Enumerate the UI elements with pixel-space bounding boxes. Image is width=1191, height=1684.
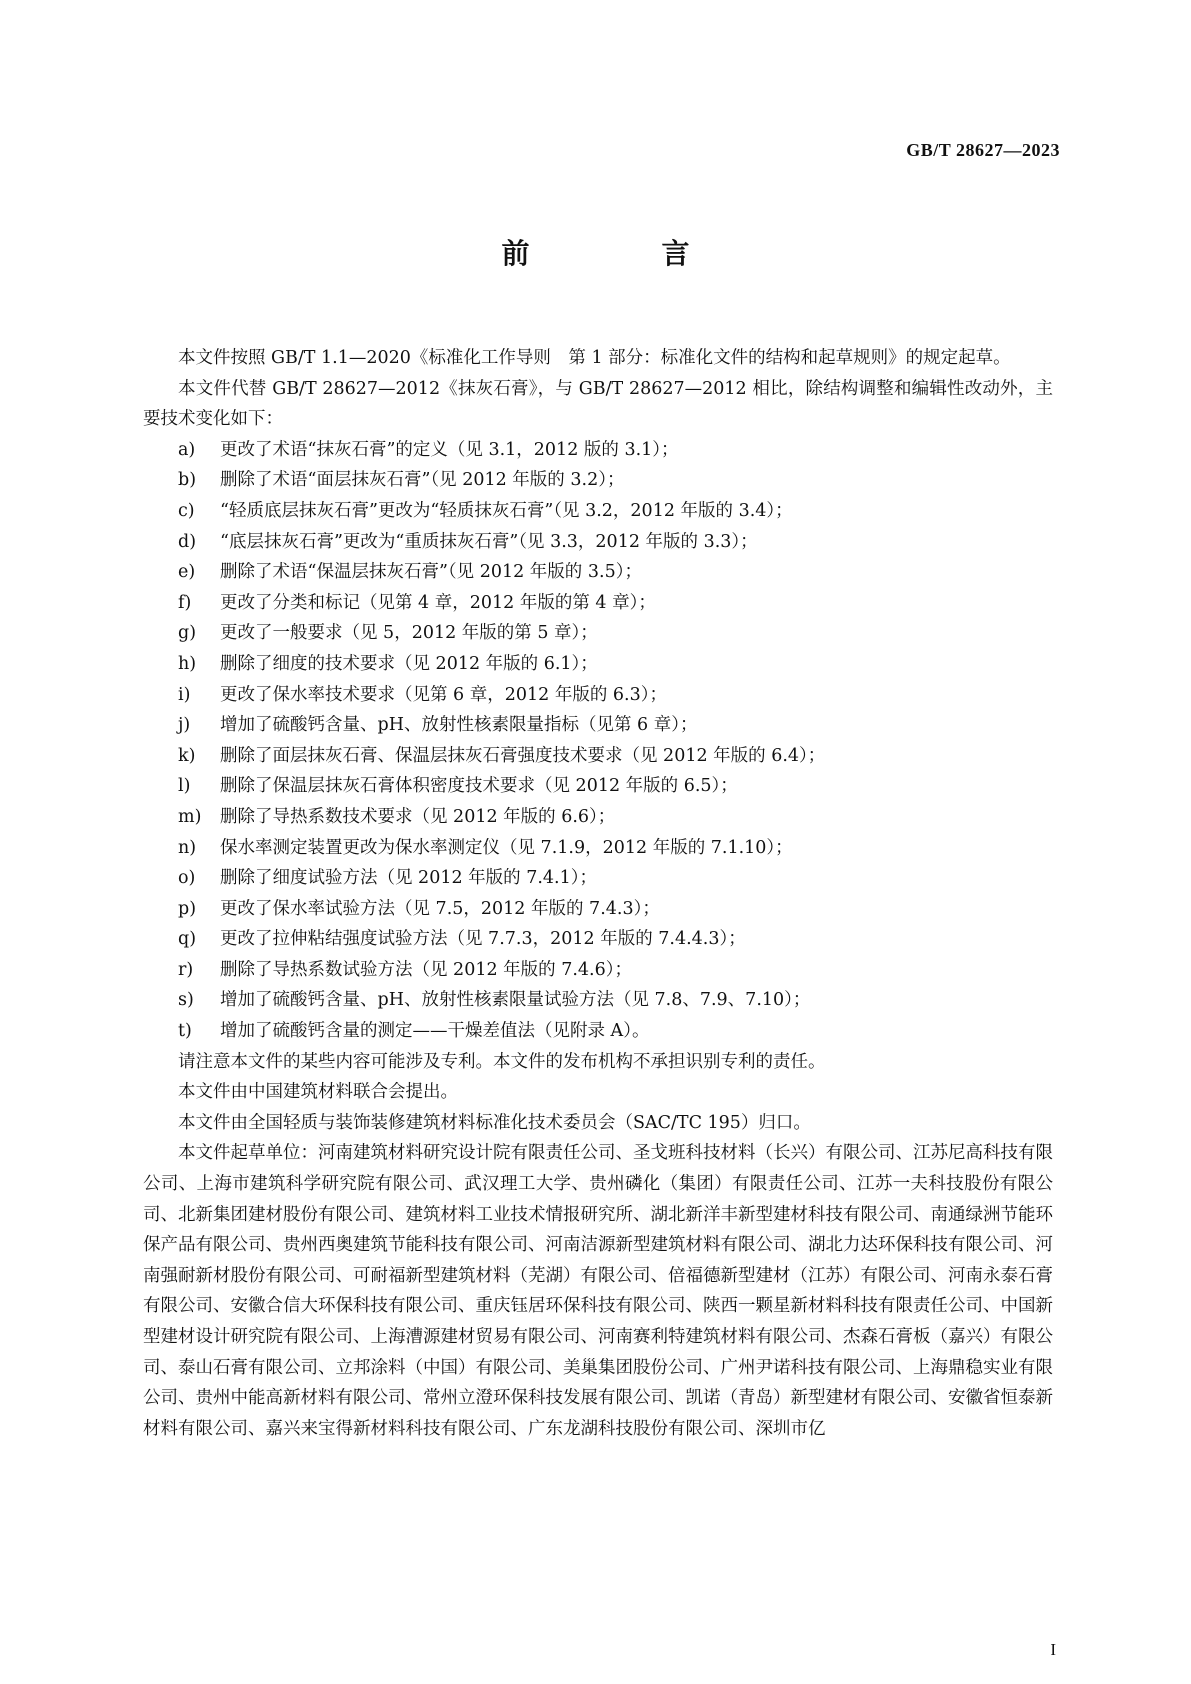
list-marker: t) [178,1021,192,1042]
list-marker: p) [178,898,197,919]
list-item [143,527,1053,558]
list-item-text: 删除了细度的技术要求（见 2012 年版的 6.1）； [220,653,598,674]
list-marker: b) [178,470,197,491]
list-item [143,833,1053,864]
list-item [143,465,1053,496]
list-item-text: 更改了术语“抹灰石膏”的定义（见 3.1，2012 版的 3.1）； [220,439,679,460]
list-item-text: 更改了拉伸粘结强度试验方法（见 7.7.3，2012 年版的 7.4.4.3）； [220,929,746,950]
list-marker: m) [178,806,202,827]
list-marker: l) [178,776,191,797]
list-marker: j) [178,715,191,736]
list-item-text: 更改了一般要求（见 5，2012 年版的第 5 章）； [220,623,598,644]
list-item [143,557,1053,588]
list-item [143,985,1053,1016]
list-item [143,649,1053,680]
list-item [143,1016,1053,1047]
list-marker: f) [178,592,192,613]
list-item [143,894,1053,925]
list-item [143,955,1053,986]
list-item-text: “底层抹灰石膏”更改为“重质抹灰石膏”（见 3.3，2012 年版的 3.3）； [220,531,758,552]
list-item-text: 更改了分类和标记（见第 4 章，2012 年版的第 4 章）； [220,592,656,613]
list-item [143,618,1053,649]
committee-statement: 本文件由全国轻质与装饰装修建筑材料标准化技术委员会（SAC/TC 195）归口。 [178,1112,811,1133]
list-marker: r) [178,959,194,980]
list-marker: i) [178,684,191,705]
list-item-text: 增加了硫酸钙含量的测定——干燥差值法（见附录 A）。 [220,1021,650,1042]
list-item [143,741,1053,772]
list-marker: s) [178,990,194,1011]
intro-paragraph: 本文件按照 GB/T 1.1—2020《标准化工作导则 第 1 部分：标准化文件的结构和起草规则》的规定起草。 [178,348,1011,368]
list-item-text: 保水率测定装置更改为保水率测定仪（见 7.1.9，2012 年版的 7.1.10）； [220,837,793,858]
list-item [143,588,1053,619]
list-marker: e) [178,562,196,583]
list-marker: k) [178,745,196,766]
list-item [143,771,1053,802]
list-item-text: 删除了术语“面层抹灰石膏”（见 2012 年版的 3.2）； [220,470,625,491]
list-item-text: 删除了保温层抹灰石膏体积密度技术要求（见 2012 年版的 6.5）； [220,776,738,797]
list-marker: d) [178,531,197,552]
list-item [143,863,1053,894]
list-item [143,496,1053,527]
list-marker: h) [178,653,197,674]
list-marker: q) [178,929,197,950]
list-marker: c) [178,500,195,521]
list-item-text: 更改了保水率试验方法（见 7.5，2012 年版的 7.4.3）； [220,898,660,919]
list-item-text: 删除了细度试验方法（见 2012 年版的 7.4.1）； [220,868,598,889]
standard-number: GB/T 28627—2023 [906,140,1060,160]
list-marker: g) [178,623,197,644]
list-item-text: 增加了硫酸钙含量、pH、放射性核素限量试验方法（见 7.8、7.9、7.10）； [220,990,811,1011]
intro-paragraph: 本文件代替 GB/T 28627—2012《抹灰石膏》，与 GB/T 28627—2012 相比，除结构调整和编辑性改动外，主要技术变化如下： [143,378,1053,430]
page-title: 前 言 [501,237,742,270]
list-item [143,924,1053,955]
list-marker: a) [178,439,196,460]
list-marker: n) [178,837,197,858]
document-body [143,343,1053,1444]
list-item-text: “轻质底层抹灰石膏”更改为“轻质抹灰石膏”（见 3.2，2012 年版的 3.4）； [220,500,793,521]
list-marker: o) [178,868,196,889]
list-item-text: 更改了保水率技术要求（见第 6 章，2012 年版的 6.3）； [220,684,668,705]
patent-notice: 请注意本文件的某些内容可能涉及专利。本文件的发布机构不承担识别专利的责任。 [178,1051,826,1072]
technical-changes-list [143,435,1053,1047]
proposer-statement: 本文件由中国建筑材料联合会提出。 [178,1082,458,1103]
list-item-text: 删除了面层抹灰石膏、保温层抹灰石膏强度技术要求（见 2012 年版的 6.4）； [220,745,826,766]
list-item-text: 删除了导热系数技术要求（见 2012 年版的 6.6）； [220,806,616,827]
list-item [143,435,1053,466]
list-item-text: 增加了硫酸钙含量、pH、放射性核素限量指标（见第 6 章）； [220,715,698,736]
list-item-text: 删除了导热系数试验方法（见 2012 年版的 7.4.6）； [220,959,633,980]
drafting-organizations: 本文件起草单位：河南建筑材料研究设计院有限责任公司、圣戈班科技材料（长兴）有限公司、江苏尼高科技有限公司、上海市建筑科学研究院有限公司、武汉理工大学、贵州磷化（集团）有限责任公司、江苏一夫科技股份有限公司、北新集团建材股份有限公司、建筑材料工业技术情报研究所、湖北新洋丰新型建材科技有限公司、南通绿洲节能环保产品有限公司、贵州西奥建筑节能科技有限公司、河南洁源新型建筑材料有限公司、湖北力达环保科技有限公司、河南强耐新材股份有限公司、可耐福新型建筑材料（芜湖）有限公司、倍福德新型建材（江苏）有限公司、河南永泰石膏有限公司、安徽合信大环保科技有限公司、重庆钰居环保科技有限公司、陕西一颗星新材料科技有限责任公司、中国新型建材设计研究院有限公司、上海漕源建材贸易有限公司、河南赛利特建筑材料有限公司、杰森石膏板（嘉兴）有限公司、泰山石膏有限公司、立邦涂料（中国）有限公司、美巢集团股份公司、广州尹诺科技有限公司、上海鼎稳实业有限公司、贵州中能高新材料有限公司、常州立澄环保科技发展有限公司、凯诺（青岛）新型建材有限公司、安徽省恒泰新材料有限公司、嘉兴来宝得新材料科技有限公司、广东龙湖科技股份有限公司、深圳市亿 [143,1143,1053,1439]
page-number: I [1050,1640,1056,1659]
list-item [143,680,1053,711]
list-item [143,802,1053,833]
list-item-text: 删除了术语“保温层抹灰石膏”（见 2012 年版的 3.5）； [220,562,642,583]
list-item [143,710,1053,741]
